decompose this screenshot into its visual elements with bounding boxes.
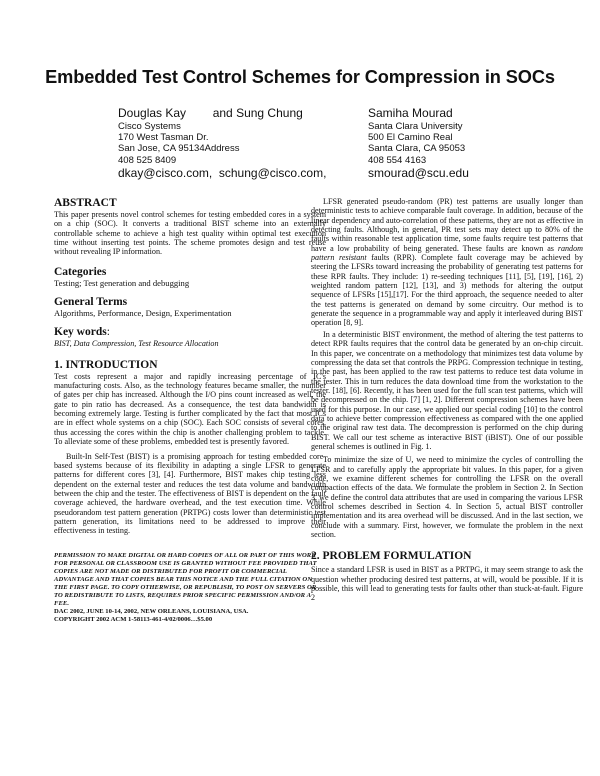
general-terms-heading: General Terms: [54, 296, 128, 309]
conference-line: DAC 2002, JUNE 10-14, 2002, NEW ORLEANS, LOUISIANA, USA.: [54, 608, 249, 616]
right-paragraph-4: Since a standard LFSR is used in BIST as a PRTPG, it may seem strange to ask the question whether producing desired test patterns, at will, would be possible. If it is possible, this will lead to generating tests for faults other than stuck-at-fault. Figure 2: [311, 565, 583, 603]
right-column: [311, 197, 583, 603]
paper-title: Embedded Test Control Schemes for Compression in SOCs: [45, 67, 555, 87]
right-paragraph-1-part-a: LFSR generated pseudo-random (PR) test patterns are usually longer than deterministic tests to achieve comparable fault coverage. In addition, because of the linear dependency and auto-correlation of these patterns, they are not as effective in detecting faults. Although, in general, PR test sets may detect up to 80% of the faults within reasonable test application time, some faults require test patterns that have a low probability of being generated. These faults are known as: [311, 197, 583, 253]
author-address-line2: San Jose, CA 95134Address: [118, 143, 240, 155]
right-paragraph-1-part-b: faults (RPR). Complete fault coverage may be achieved by steering the LFSRs toward increasing the probability of generating test patterns for these RPR faults. They include: 1) re-seeding techniques [11], [5], [19], [16], 2) weighted random pattern [12], [13], and 3) methods for altering the output sequence of LFSRs [15],[17]. For the third approach, the sequence needed to alter the test patterns is generated on demand by some circuitry. Our method is to generate the sequence in a programmable way and apply it interleaved during BIST operation [8, 9].: [311, 253, 583, 328]
author-email-scu: smourad@scu.edu: [368, 165, 469, 180]
author-phone-cisco: 408 525 8409: [118, 154, 177, 166]
author-address-line2-scu: Santa Clara, CA 95053: [368, 143, 466, 155]
author-name-mourad: Samiha Mourad: [368, 106, 453, 120]
keywords-text: BIST, Data Compression, Test Resource Allocation: [54, 339, 219, 349]
abstract-text: This paper presents novel control schemes for testing embedded cores in a system on a chip (SOC). It converts a traditional BIST scheme into an externally controllable scheme to achieve a high test quality within optimal test execution time without inserting test points. The scheme promotes design and test reuse without revealing IP information.: [54, 210, 326, 257]
author-block-scu: [368, 106, 568, 180]
general-terms-text: Algorithms, Performance, Design, Experimentation: [54, 308, 232, 319]
problem-formulation-heading: 2. PROBLEM FORMULATION: [311, 550, 472, 563]
author-email-cisco: dkay@cisco.com, schung@cisco.com,: [118, 165, 327, 180]
author-org-scu: Santa Clara University: [368, 121, 463, 132]
intro-paragraph-1: Test costs represent a major and rapidly increasing percentage of IC's manufacturing costs. Also, as the technology features became smaller, the number of gates per chip has increased. Although the I/O pins count increased as well, the gate to pin ratio has decreased. As a consequence, the test data bandwidth is becoming extremely large. Testing is further complicated by the fact that most ICs are in effect whole systems on a chip (SOC). Each SOC consists of several cores, thus accessing the cores within the chip is another challenging problem to tackle. To alleviate some of these problems, embedded test is presently favored.: [54, 371, 326, 447]
abstract-heading: ABSTRACT: [54, 197, 117, 209]
author-block-cisco: [118, 106, 358, 180]
author-phone-scu: 408 554 4163: [368, 154, 427, 166]
intro-paragraph-2: Built-In Self-Test (BIST) is a promising approach for testing embedded core-based systems because of its flexibility in adapting a single LFSR to generate patterns for different cores [3], [4]. Furthermore, BIST makes chip testing less dependent on the external tester and reduces the test data volume and bandwidth between the chip and the tester. The effectiveness of BIST is dependent on the fault coverage achieved, the hardware overhead, and the test execution time. While pseudorandom test pattern generation (PRTPG) costs lower than deterministic test pattern generation, its limitations need to be addressed to improve their effectiveness in testing.: [54, 451, 326, 536]
right-paragraph-1-emphasis: random pattern resistant: [311, 243, 583, 263]
author-address-line1: 170 West Tasman Dr.: [118, 132, 209, 144]
keywords-heading: [54, 326, 326, 339]
permission-notice: PERMISSION TO MAKE DIGITAL OR HARD COPIES OF ALL OR PART OF THIS WORK FOR PERSONAL OR CLASSROOM USE IS GRANTED WITHOUT FEE PROVIDED THAT COPIES ARE NOT MADE OR DISTRIBUTED FOR PROFIT OR COMMERCIAL ADVANTAGE AND THAT COPIES BEAR THIS NOTICE AND THE FULL CITATION ON THE FIRST PAGE. TO COPY OTHERWISE, OR REPUBLISH, TO POST ON SERVERS OR TO REDISTRIBUTE TO LISTS, REQUIRES PRIOR SPECIFIC PERMISSION AND/OR A FEE.: [54, 551, 317, 608]
right-paragraph-3: To minimize the size of U, we need to minimize the cycles of controlling the LFSR and to carefully apply the appropriate bit values. In this paper, for a given code, we examine different schemes for controlling the LFSR on the overall compaction effects of the data. We formulate the problem in Section 2. In Section 3, we define the control data attributes that are used in comparing the various LFSR control schemes described in Section 4. In Section 5, actual BIST controller implementation and its area overhead will be discussed. And in the last section, we conclude with a summary. First, however, we formulate the problem in the next section.: [311, 455, 583, 540]
author-address-line1-scu: 500 El Camino Real: [368, 132, 453, 144]
keywords-colon: :: [106, 326, 110, 339]
right-paragraph-1: [311, 197, 583, 328]
categories-text: Testing; Test generation and debugging: [54, 277, 190, 288]
author-org-cisco: Cisco Systems: [118, 121, 181, 132]
copyright-line: COPYRIGHT 2002 ACM 1-58113-461-4/02/0006…$5.00: [54, 616, 213, 624]
right-paragraph-2: In a deterministic BIST environment, the method of altering the test patterns to detect RPR faults requires that the control data be generated by an on-chip circuit. In this paper, we concentrate on a methodology that minimizes test data volume by compressing the data set that controls the PRPG. Compression technique in testing, in the past, has been applied to the raw test patterns to reduce test data volume in the tester. This in turn reduces the data download time from the workstation to the tester. [18], [6]. Recently, it has been used for the full scan test patterns, which will be decompressed on the chip. [7] [1, 2]. Different compression schemes have been used for this purpose. In our case, we applied our special coding [10] to the control data to achieve better compression effectiveness as compared with the one applied to the original raw test data. The decompression is performed on the chip during BIST. We call our test scheme as interactive BIST (iBIST). One of our possible general schemes is outlined in Fig. 1.: [311, 329, 583, 451]
categories-heading: Categories: [54, 265, 107, 278]
left-column: [54, 197, 326, 624]
author-names-cisco: Douglas Kay and Sung Chung: [118, 106, 303, 120]
introduction-heading: 1. INTRODUCTION: [54, 358, 158, 371]
keywords-heading-label: Key words: [54, 326, 107, 339]
